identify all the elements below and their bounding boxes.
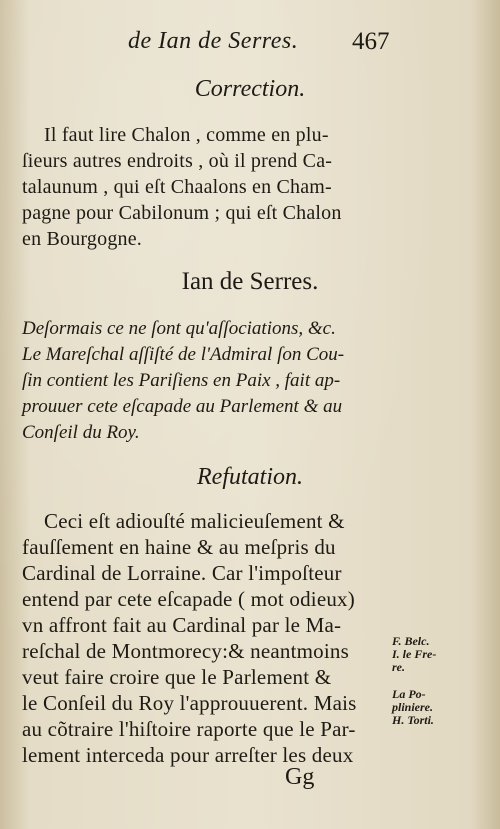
paragraph-line: le Conſeil du Roy l'approuuerent. Mais (22, 691, 357, 715)
page-number: 467 (352, 28, 390, 55)
refutation-paragraph (22, 508, 394, 768)
margin-note: I. le Fre- (392, 647, 437, 661)
paragraph-line: Le Mareſchal aſſiſté de l'Admiral ſon Cou- (22, 344, 345, 365)
quoted-paragraph (22, 316, 394, 446)
signature-mark: Gg (285, 764, 315, 790)
paragraph-line: reſchal de Montmorecy:& neantmoins (22, 639, 349, 663)
running-head (0, 26, 500, 56)
paragraph-line: prouuer cete eſcapade au Parlement & au (22, 396, 343, 417)
running-title: de Ian de Serres. (128, 28, 299, 54)
margin-note: F. Belc. (392, 634, 430, 648)
paragraph-line: lement interceda pour arreſter les deux (22, 743, 354, 767)
margin-note: H. Torti. (392, 713, 434, 727)
paragraph-line: pagne pour Cabilonum ; qui eſt Chalon (22, 202, 342, 224)
paragraph-line: Cardinal de Lorraine. Car l'impoſteur (22, 561, 342, 585)
margin-notes (392, 635, 462, 727)
paragraph-line: ſin contient les Pariſiens en Paix , fait ap- (22, 370, 341, 391)
paragraph-line: veut faire croire que le Parlement & (22, 665, 332, 689)
paragraph-line: Conſeil du Roy. (22, 422, 140, 443)
paragraph-line: Deſormais ce ne ſont qu'aſſociations, &c. (22, 318, 336, 339)
margin-note: pliniere. (392, 700, 433, 714)
paragraph-line: Il faut lire Chalon , comme en plu- (44, 124, 329, 146)
paragraph-line: vn affront fait au Cardinal par le Ma- (22, 613, 342, 637)
section-heading-refutation: Refutation. (197, 464, 303, 490)
paragraph-line: au cõtraire l'hiſtoire raporte que le Par- (22, 717, 356, 741)
paragraph-line: en Bourgogne. (22, 228, 142, 250)
margin-note: La Po- (392, 687, 426, 701)
paragraph-line: talaunum , qui eſt Chaalons en Cham- (22, 176, 332, 198)
section-heading-ian-de-serres: Ian de Serres. (181, 268, 319, 295)
paragraph-line: fauſſement en haine & au meſpris du (22, 535, 336, 559)
section-heading-correction: Correction. (194, 76, 306, 102)
correction-paragraph (22, 122, 394, 252)
paragraph-line: entend par cete eſcapade ( mot odieux) (22, 587, 355, 611)
margin-note: re. (392, 660, 405, 674)
paragraph-line: ſieurs autres endroits , où il prend Ca- (22, 150, 333, 172)
paragraph-line: Ceci eſt adiouſté malicieuſement & (44, 509, 345, 533)
